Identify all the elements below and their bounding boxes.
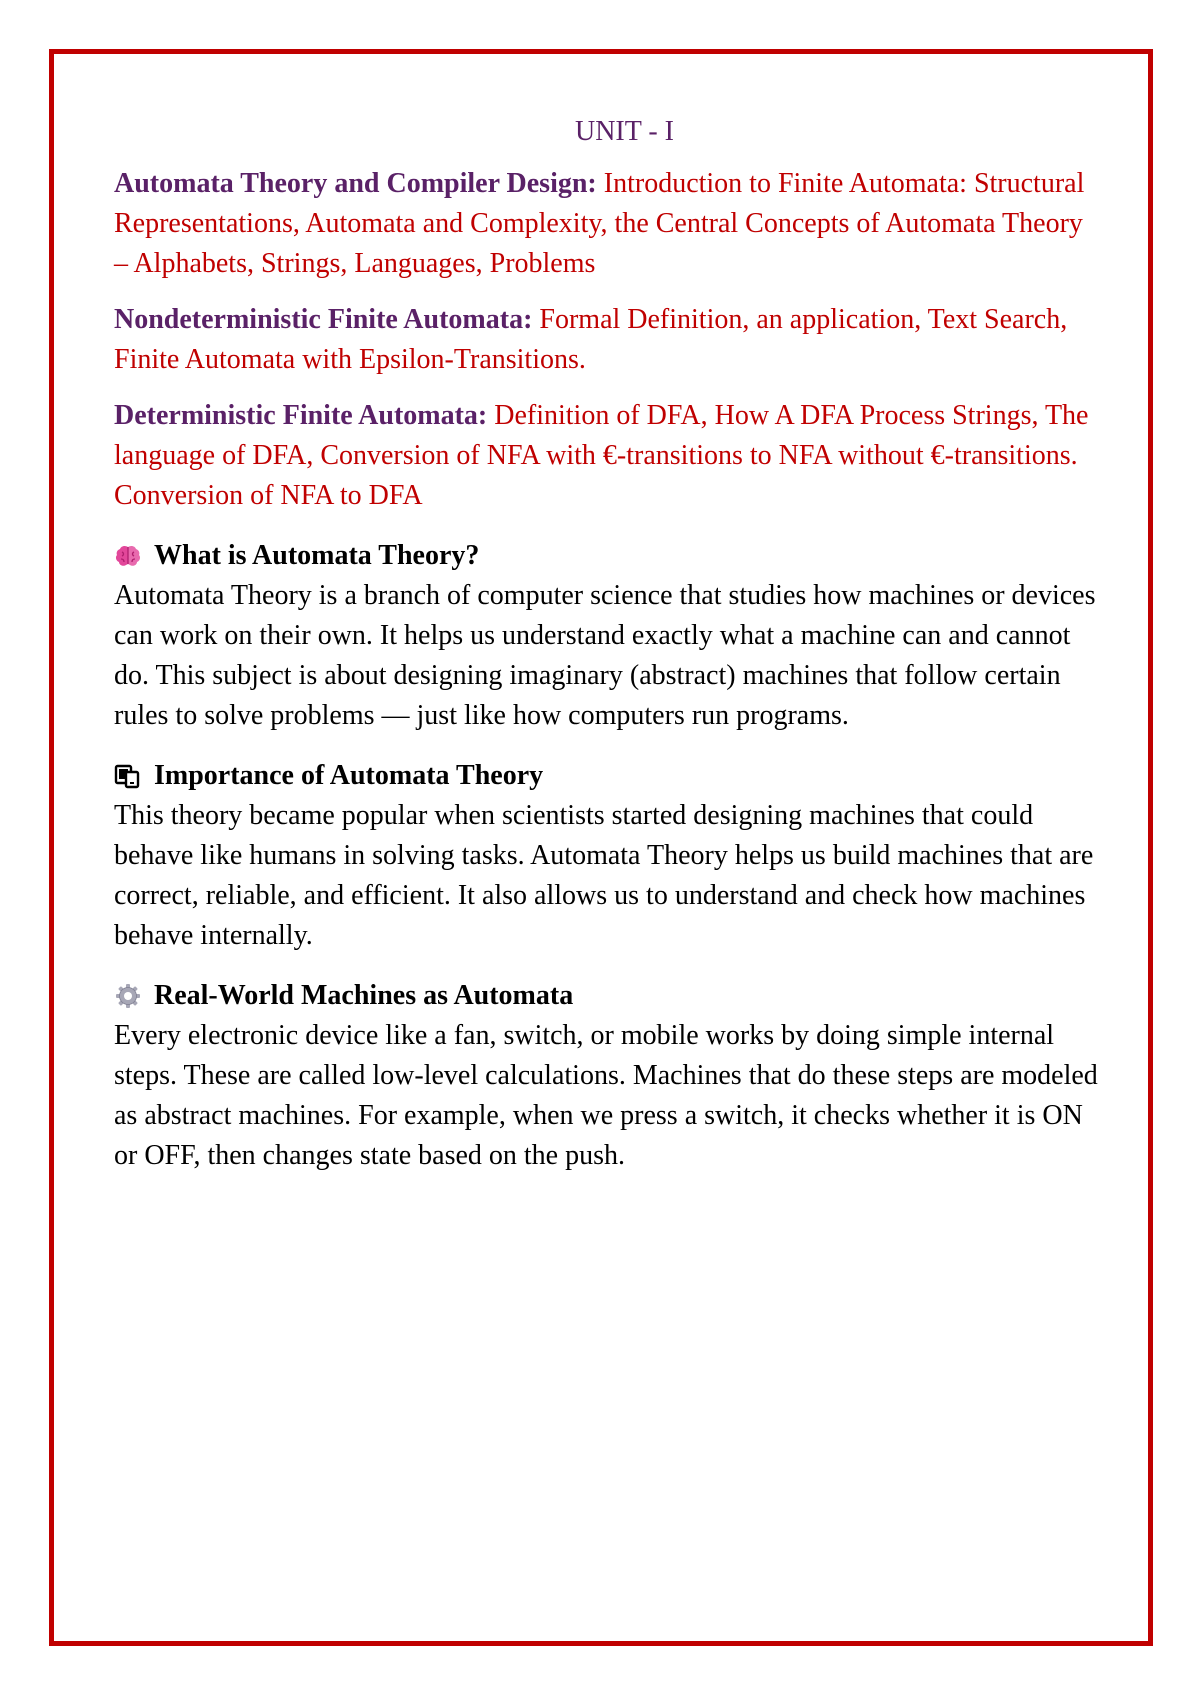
- section-title: Importance of Automata Theory: [154, 760, 544, 791]
- syllabus-item: [114, 396, 1099, 516]
- section-heading: [114, 756, 1099, 796]
- section-title: Real-World Machines as Automata: [154, 980, 574, 1011]
- syllabus-heading: Automata Theory and Compiler Design:: [114, 168, 597, 199]
- section-importance: [114, 756, 1099, 956]
- devices-icon: [114, 762, 142, 790]
- syllabus-heading: Deterministic Finite Automata:: [114, 400, 488, 431]
- document-content: [114, 112, 1099, 1176]
- section-title: What is Automata Theory?: [154, 540, 480, 571]
- syllabus: [114, 164, 1099, 516]
- syllabus-item: [114, 164, 1099, 284]
- brain-icon: [114, 542, 142, 570]
- section-body: Automata Theory is a branch of computer science that studies how machines or devices can work on their own. It helps us understand exactly what a machine can and cannot do. This subject is about designing imaginary (abstract) machines that follow certain rules to solve problems — just like how computers run programs.: [114, 580, 1096, 731]
- section-body: This theory became popular when scientists started designing machines that could behave like humans in solving tasks. Automata Theory helps us build machines that are correct, reliable, and efficient. It also allows us to understand and check how machines behave internally.: [114, 800, 1094, 951]
- section-body: Every electronic device like a fan, switch, or mobile works by doing simple internal steps. These are called low-level calculations. Machines that do these steps are modeled as abstract machines. For example, when we press a switch, it checks whether it is ON or OFF, then changes state based on the push.: [114, 1020, 1098, 1171]
- syllabus-text: Introduction to Finite Automata: Structural Representations, Automata and Complexity, the Central Concepts of Automata Theory – Alphabets, Strings, Languages, Problems: [114, 168, 1085, 279]
- section-what-is: [114, 536, 1099, 736]
- section-heading: [114, 536, 1099, 576]
- syllabus-text: Definition of DFA, How A DFA Process Strings, The language of DFA, Conversion of NFA with €-transitions to NFA without €-transitions. Conversion of NFA to DFA: [114, 400, 1089, 511]
- gear-icon: [114, 982, 142, 1010]
- unit-title: UNIT - I: [574, 116, 674, 147]
- section-heading: [114, 976, 1099, 1016]
- section-real-world: [114, 976, 1099, 1176]
- syllabus-text: Formal Definition, an application, Text Search, Finite Automata with Epsilon-Transitions.: [114, 304, 1068, 375]
- syllabus-heading: Nondeterministic Finite Automata:: [114, 304, 533, 335]
- syllabus-item: [114, 300, 1099, 380]
